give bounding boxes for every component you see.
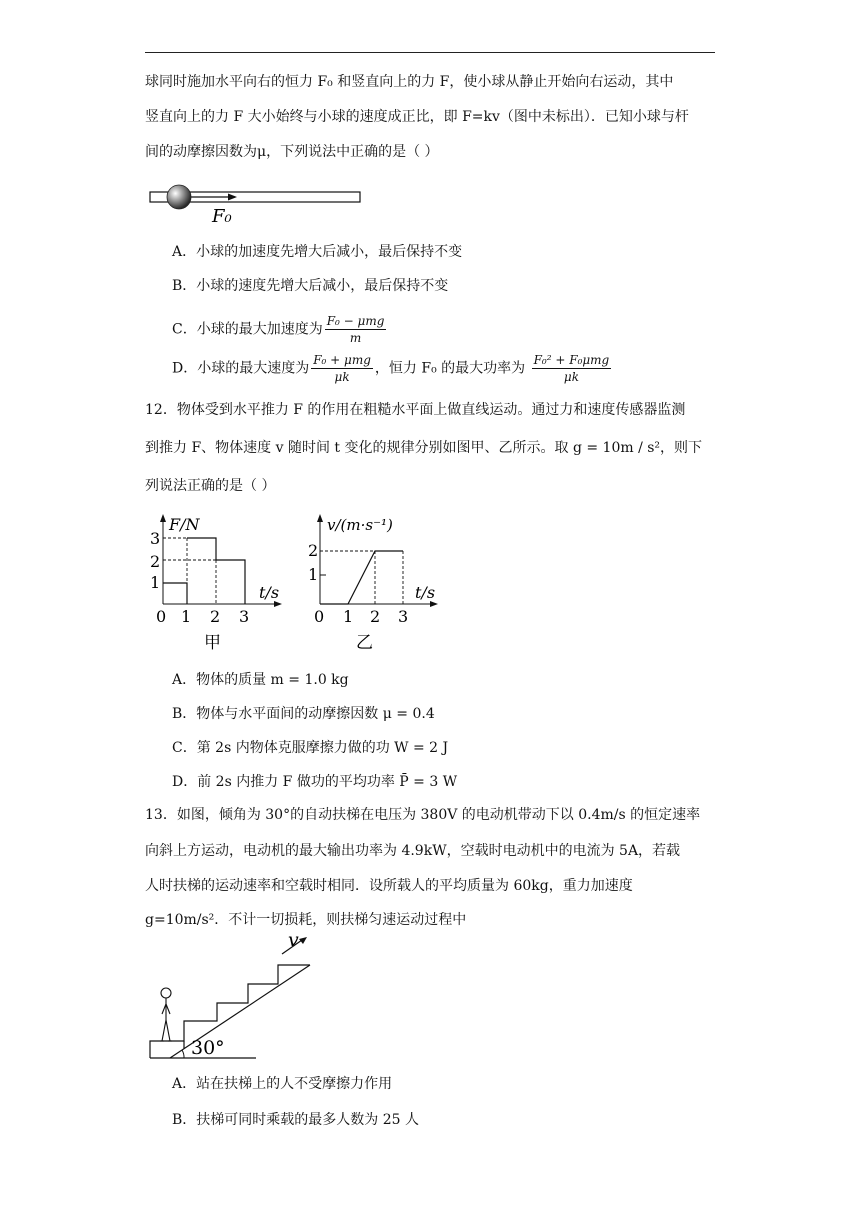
q11-text-line-3: 间的动摩擦因数为μ，下列说法中正确的是（ ）: [145, 144, 439, 160]
stick-figure-person: [160, 988, 172, 1041]
x-axis-label: t/s: [259, 583, 280, 602]
q11-ball-rod-figure: [140, 178, 370, 230]
x-axis-label: t/s: [415, 583, 436, 602]
velocity-arrowhead: [299, 937, 307, 944]
x-tick-0: 0: [156, 607, 167, 626]
q13-text-line-2: 向斜上方运动，电动机的最大输出功率为 4.9kW，空载时电动机中的电流为 5A，若载: [145, 843, 681, 859]
guide-lines: [163, 538, 216, 604]
y-axis-arrow: [317, 514, 323, 522]
x-tick-2: 2: [210, 607, 221, 626]
fraction-denominator: μk: [334, 370, 350, 384]
q13-option-b: B．扶梯可同时乘载的最多人数为 25 人: [172, 1112, 420, 1128]
y-tick-2: 2: [150, 552, 161, 571]
q11-option-d: [172, 352, 613, 385]
q11-option-c-fraction: [325, 313, 387, 346]
q12-text-line-1: 12．物体受到水平推力 F 的作用在粗糙水平面上做直线运动。通过力和速度传感器监测: [145, 402, 686, 418]
force-steps: [163, 538, 245, 604]
q12-text-line-2: 到推力 F、物体速度 v 随时间 t 变化的规律分别如图甲、乙所示。取 g = 10m / s²，则下: [145, 440, 703, 456]
q13-option-a: A．站在扶梯上的人不受摩擦力作用: [172, 1076, 393, 1092]
q13-text-line-4: g=10m/s²．不计一切损耗，则扶梯匀速运动过程中: [145, 912, 467, 928]
x-tick-2: 2: [370, 607, 381, 626]
q11-option-c-prefix: C．小球的最大加速度为: [172, 321, 323, 338]
x-tick-3: 3: [239, 607, 250, 626]
q12-option-d: D．前 2s 内推力 F 做功的平均功率 P̄ = 3 W: [172, 774, 458, 790]
q13-escalator-figure: [140, 932, 370, 1064]
q11-option-d-fraction-1: [311, 352, 373, 385]
fraction-denominator: m: [349, 331, 362, 345]
x-tick-0: 0: [314, 607, 325, 626]
y-tick-1: 1: [150, 573, 161, 592]
velocity-curve: [320, 551, 403, 604]
header-rule: [145, 52, 715, 53]
y-tick-2: 2: [308, 541, 319, 560]
y-tick-3: 3: [150, 529, 161, 548]
q12-option-c: C．第 2s 内物体克服摩擦力做的功 W = 2 J: [172, 740, 449, 756]
fraction-numerator: F₀² + F₀μmg: [533, 353, 610, 367]
q12-text-line-3: 列说法正确的是（ ）: [145, 478, 276, 494]
q12-option-b: B．物体与水平面间的动摩擦因数 μ = 0.4: [172, 706, 435, 722]
fraction-numerator: F₀ − μmg: [326, 314, 385, 328]
q12-force-time-graph: [140, 508, 290, 658]
velocity-label: v: [288, 932, 299, 951]
q11-option-a: A．小球的加速度先增大后减小，最后保持不变: [172, 244, 463, 260]
q11-text-line-2: 竖直向上的力 F 大小始终与小球的速度成正比，即 F=kv（图中未标出）．已知小球与杆: [145, 109, 689, 125]
x-tick-1: 1: [343, 607, 354, 626]
graph-caption: 乙: [356, 633, 373, 653]
q13-text-line-3: 人时扶梯的运动速率和空载时相同．设所载人的平均质量为 60kg，重力加速度: [145, 878, 633, 894]
fraction-denominator: μk: [563, 370, 579, 384]
q12-velocity-time-graph: [300, 508, 460, 658]
y-tick-1: 1: [308, 565, 319, 584]
q11-option-b: B．小球的速度先增大后减小，最后保持不变: [172, 278, 449, 294]
y-axis-label: v/(m·s⁻¹): [327, 516, 393, 534]
escalator-steps: [150, 965, 310, 1058]
x-tick-1: 1: [181, 607, 192, 626]
q11-option-d-fraction-2: [532, 352, 612, 385]
q13-text-line-1: 13．如图，倾角为 30°的自动扶梯在电压为 380V 的电动机带动下以 0.4m/s 的恒定速率: [145, 807, 701, 823]
q11-text-line-1: 球同时施加水平向右的恒力 F₀ 和竖直向上的力 F，使小球从静止开始向右运动，其中: [145, 74, 674, 90]
graph-caption: 甲: [204, 633, 221, 653]
q12-option-a: A．物体的质量 m = 1.0 kg: [172, 672, 349, 688]
y-axis-label: F/N: [169, 515, 200, 534]
force-label: F₀: [212, 206, 232, 227]
x-tick-3: 3: [398, 607, 409, 626]
angle-label: 30°: [191, 1037, 225, 1059]
q11-option-d-prefix: D．小球的最大速度为: [172, 360, 310, 377]
fraction-numerator: F₀ + μmg: [313, 353, 371, 367]
ball: [167, 185, 191, 209]
angle-arc: [182, 1050, 184, 1058]
q11-option-d-middle: ，恒力 F₀ 的最大功率为: [374, 360, 526, 377]
q11-option-c: [172, 313, 388, 346]
y-axis-arrow: [160, 514, 166, 522]
